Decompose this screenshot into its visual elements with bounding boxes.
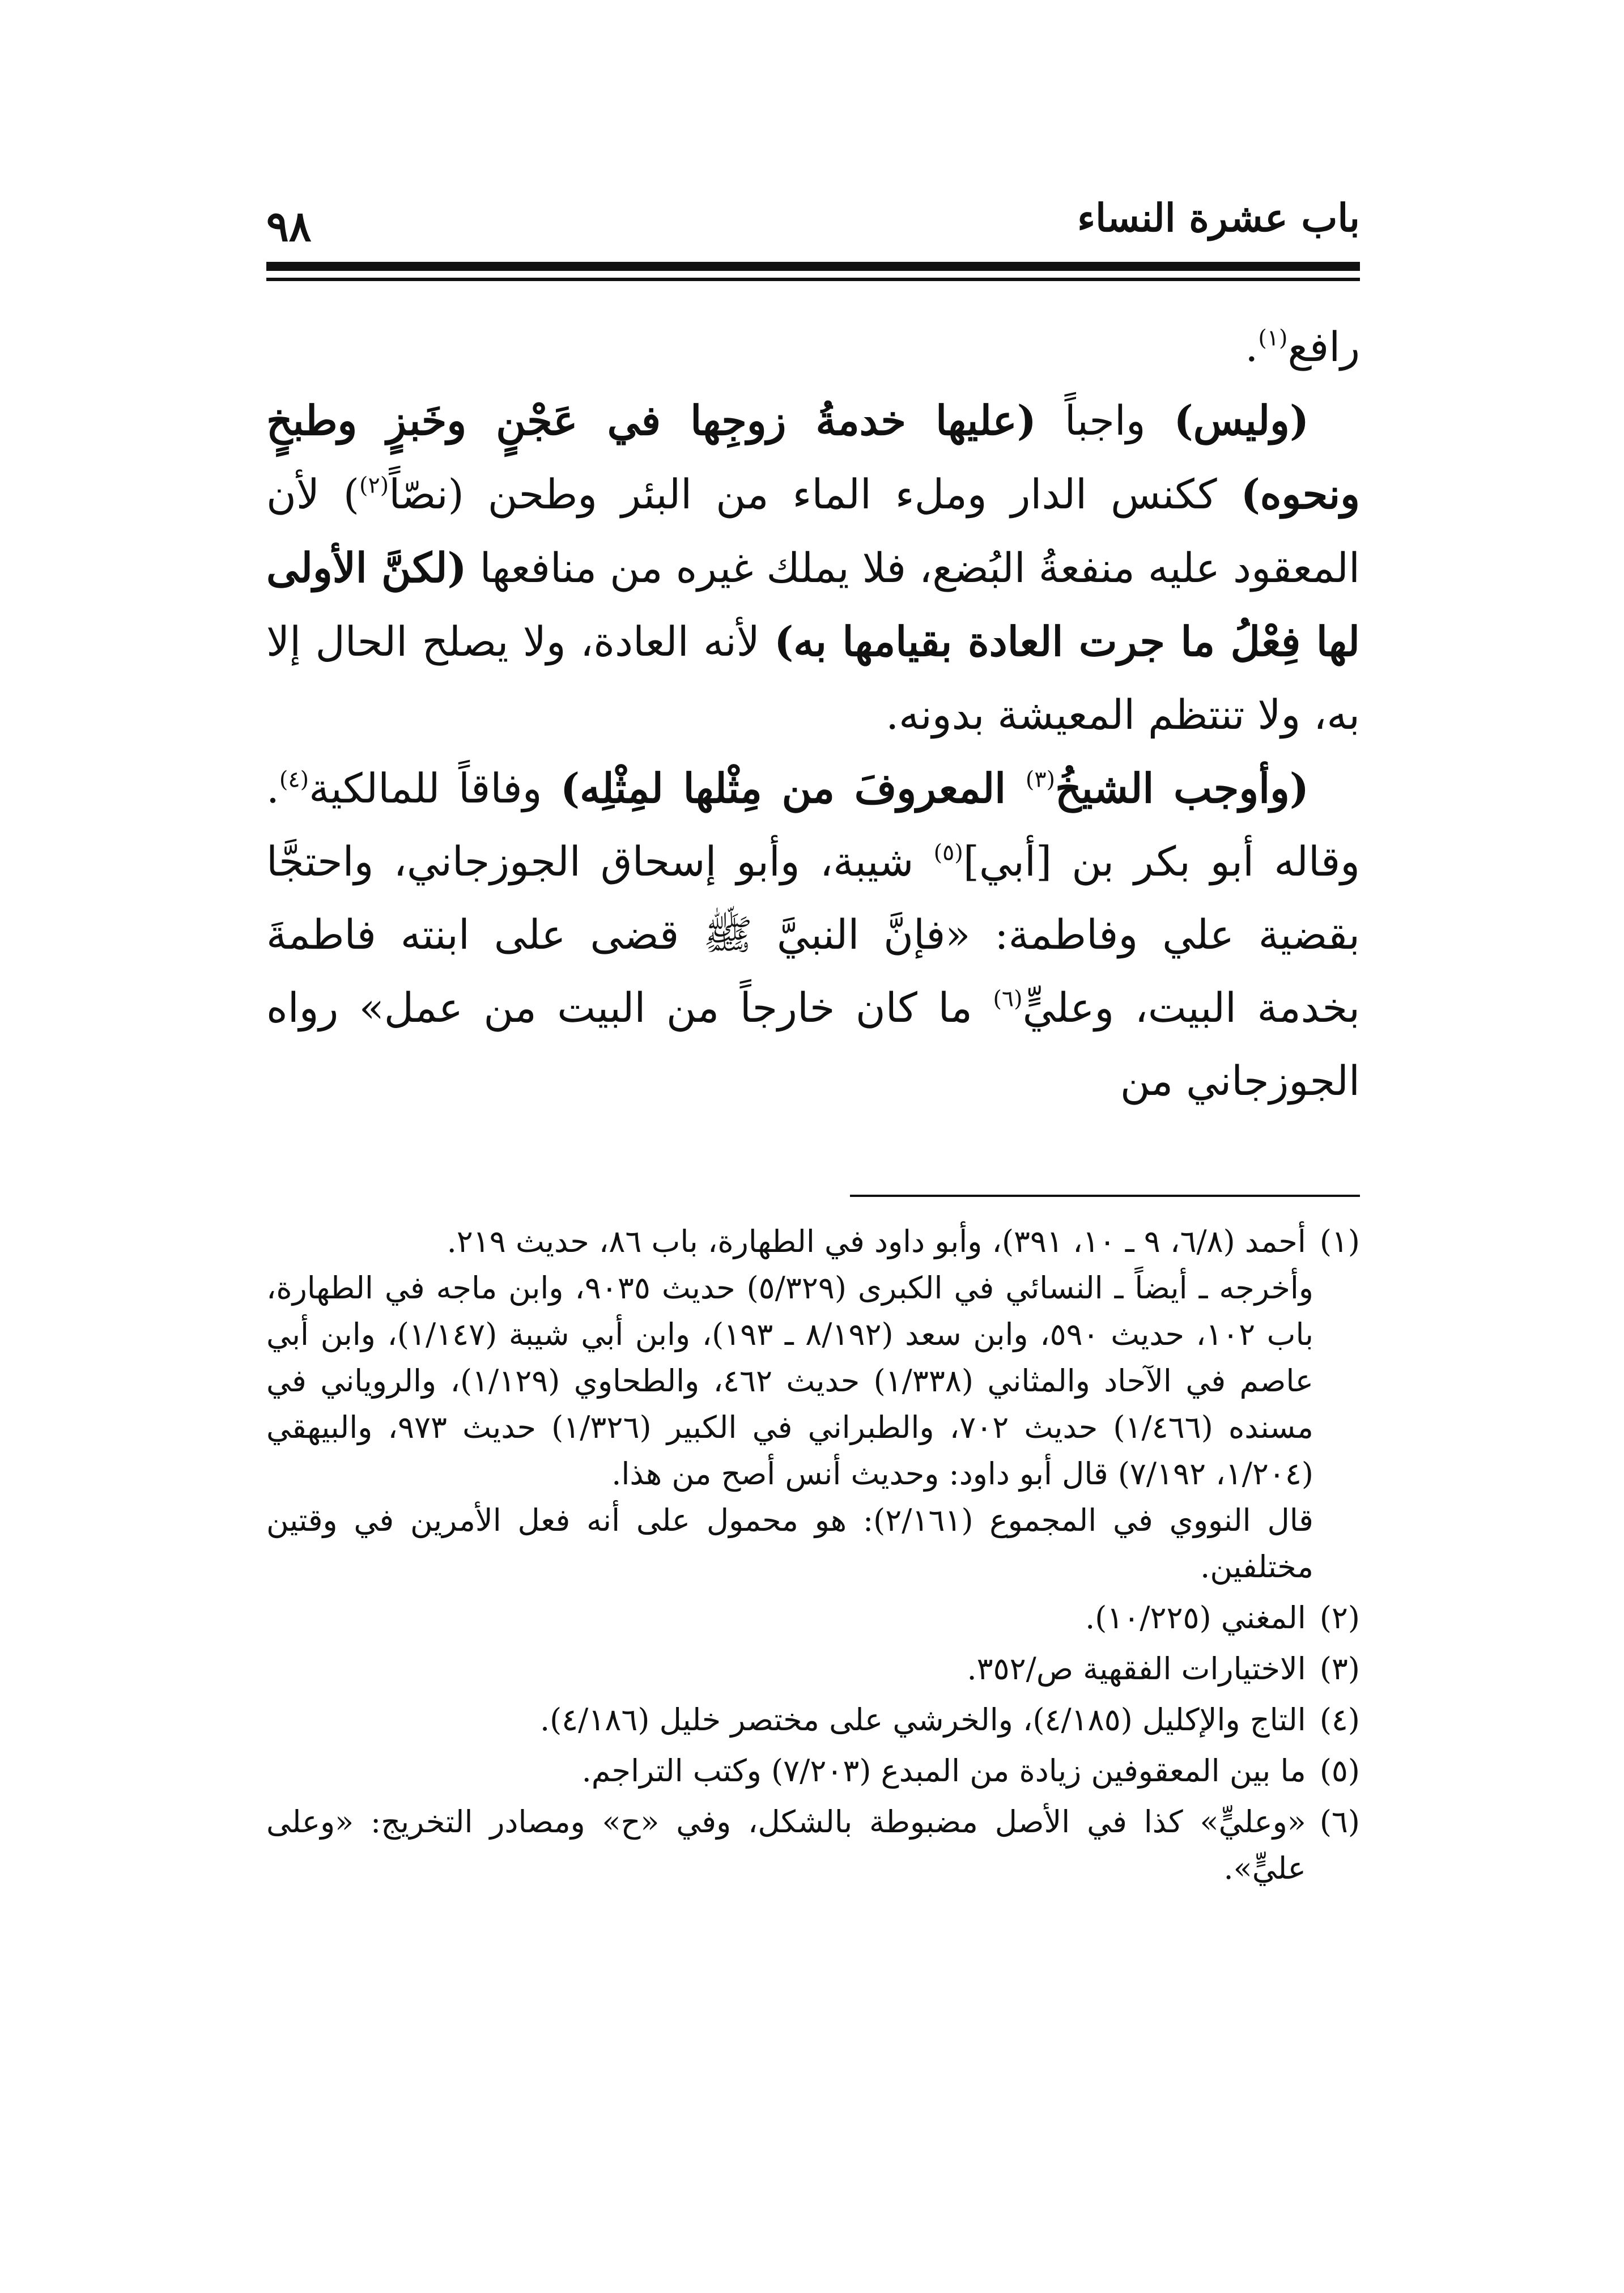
footnote-ref: (٤): [279, 766, 309, 793]
footnote-text: أحمد (٦/٨، ٩ ـ ١٠، ٣٩١)، وأبو داود في الطهارة، باب ٨٦، حديث ٢١٩.: [447, 1224, 1306, 1259]
matn-text: (وأوجب الشيخُ: [1055, 764, 1309, 812]
matn-text: (وليس): [1174, 396, 1310, 444]
text-run: ما كان خارجاً من البيت من عمل» رواه الجوزجاني من: [266, 984, 1360, 1105]
footnote-number: (٦): [1319, 1804, 1360, 1840]
text-run: ) لأن المعقود عليه منفعةُ البُضع، فلا يملك غيره من منافعها: [266, 470, 1360, 592]
footnote-text: «وعليٍّ» كذا في الأصل مضبوطة بالشكل، وفي «ح» ومصادر التخريج: «وعلى عليٍّ».: [266, 1804, 1306, 1886]
footnote-ref: (٦): [993, 986, 1023, 1012]
matn-text: المعروفَ من مِثْلها لمِثْلِه): [560, 764, 1026, 812]
footnote-number: (٥): [1319, 1753, 1360, 1789]
paragraph-1: [266, 311, 1360, 384]
text-run: رافع: [1287, 323, 1360, 371]
text-run: لأنه العادة، ولا يصلح الحال إلا به، ولا تنتظم المعيشة بدونه.: [266, 618, 1360, 738]
paragraph-3: [266, 751, 1360, 1118]
text-run: ككنس الدار وملء الماء من البئر وطحن (نصّاً: [389, 470, 1241, 518]
header-rule-thick: [266, 262, 1360, 271]
footnotes: [266, 1218, 1360, 1896]
footnote-number: (١): [1319, 1224, 1360, 1259]
footnote-3: [266, 1646, 1360, 1692]
running-title: باب عشرة النساء: [1077, 196, 1360, 241]
footnote-separator: [850, 1195, 1360, 1197]
footnote-text: الاختيارات الفقهية ص/٣٥٢.: [967, 1651, 1306, 1687]
footnote-ref: (٣): [1025, 766, 1056, 793]
footnote-text: وأخرجه ـ أيضاً ـ النسائي في الكبرى (٥/٣٢٩) حديث ٩٠٣٥، وابن ماجه في الطهارة، باب ١٠٢، حديث ٥٩٠، وابن سعد (٨/١٩٢ ـ ١٩٣)، وابن أبي شيبة (١/١٤٧)، وابن أبي عاصم في الآحاد والمثاني (١/٣٣٨) حديث ٤٦٢، والطحاوي (١/١٢٩)، والروياني في مسنده (١/٤٦٦) حديث ٧٠٢، والطبراني في الكبير (١/٣٢٦) حديث ٩٧٣، والبيهقي (١/٢٠٤، ٧/١٩٢) قال أبو داود: وحديث أنس أصح من هذا.: [266, 1270, 1314, 1492]
footnote-6: [266, 1799, 1360, 1892]
footnote-text: المغني (١٠/٢٢٥).: [1085, 1600, 1306, 1636]
footnote-number: (٢): [1319, 1600, 1360, 1636]
footnote-text: قال النووي في المجموع (٢/١٦١): هو محمول على أنه فعل الأمرين في وقتين مختلفين.: [266, 1502, 1313, 1585]
text-run: .: [1245, 323, 1259, 371]
footnote-4: [266, 1697, 1360, 1743]
footnote-5: [266, 1748, 1360, 1794]
main-text: [266, 311, 1360, 1118]
matn-text: (عليها خدمةُ زوجِها في عَجْنٍ وخَبزٍ وطبخٍ ونحوه): [266, 396, 1360, 518]
footnote-1: [266, 1218, 1360, 1590]
footnote-ref: (٥): [933, 839, 963, 866]
footnote-text: ما بين المعقوفين زيادة من المبدع (٧/٢٠٣) وكتب التراجم.: [581, 1753, 1306, 1789]
text-run: . وقاله أبو بكر بن [أبي]: [266, 765, 1361, 885]
footnote-number: (٤): [1319, 1702, 1360, 1738]
text-run: واجباً: [1036, 397, 1174, 444]
text-run: شيبة، وأبو إسحاق الجوزجاني، واحتجَّا بقضية علي وفاطمة: «فإنَّ النبيَّ ﷺ قضى على ابنته فاطمةَ بخدمة البيت، وعليٍّ: [266, 838, 1360, 1031]
page-header: [266, 196, 1360, 252]
footnote-2: [266, 1595, 1360, 1641]
footnote-ref: (١): [1258, 325, 1288, 351]
matn-text: (لكنَّ الأولى لها فِعْلُ ما جرت العادة بقيامها به): [266, 543, 1360, 665]
header-rule-thin: [266, 278, 1360, 281]
paragraph-2: [266, 384, 1360, 751]
footnote-text: التاج والإكليل (٤/١٨٥)، والخرشي على مختصر خليل (٤/١٨٦).: [539, 1702, 1306, 1738]
footnote-number: (٣): [1319, 1651, 1360, 1687]
footnote-ref: (٢): [359, 472, 389, 499]
text-run: وفاقاً للمالكية: [309, 765, 561, 812]
page-number: ٩٨: [266, 202, 312, 251]
